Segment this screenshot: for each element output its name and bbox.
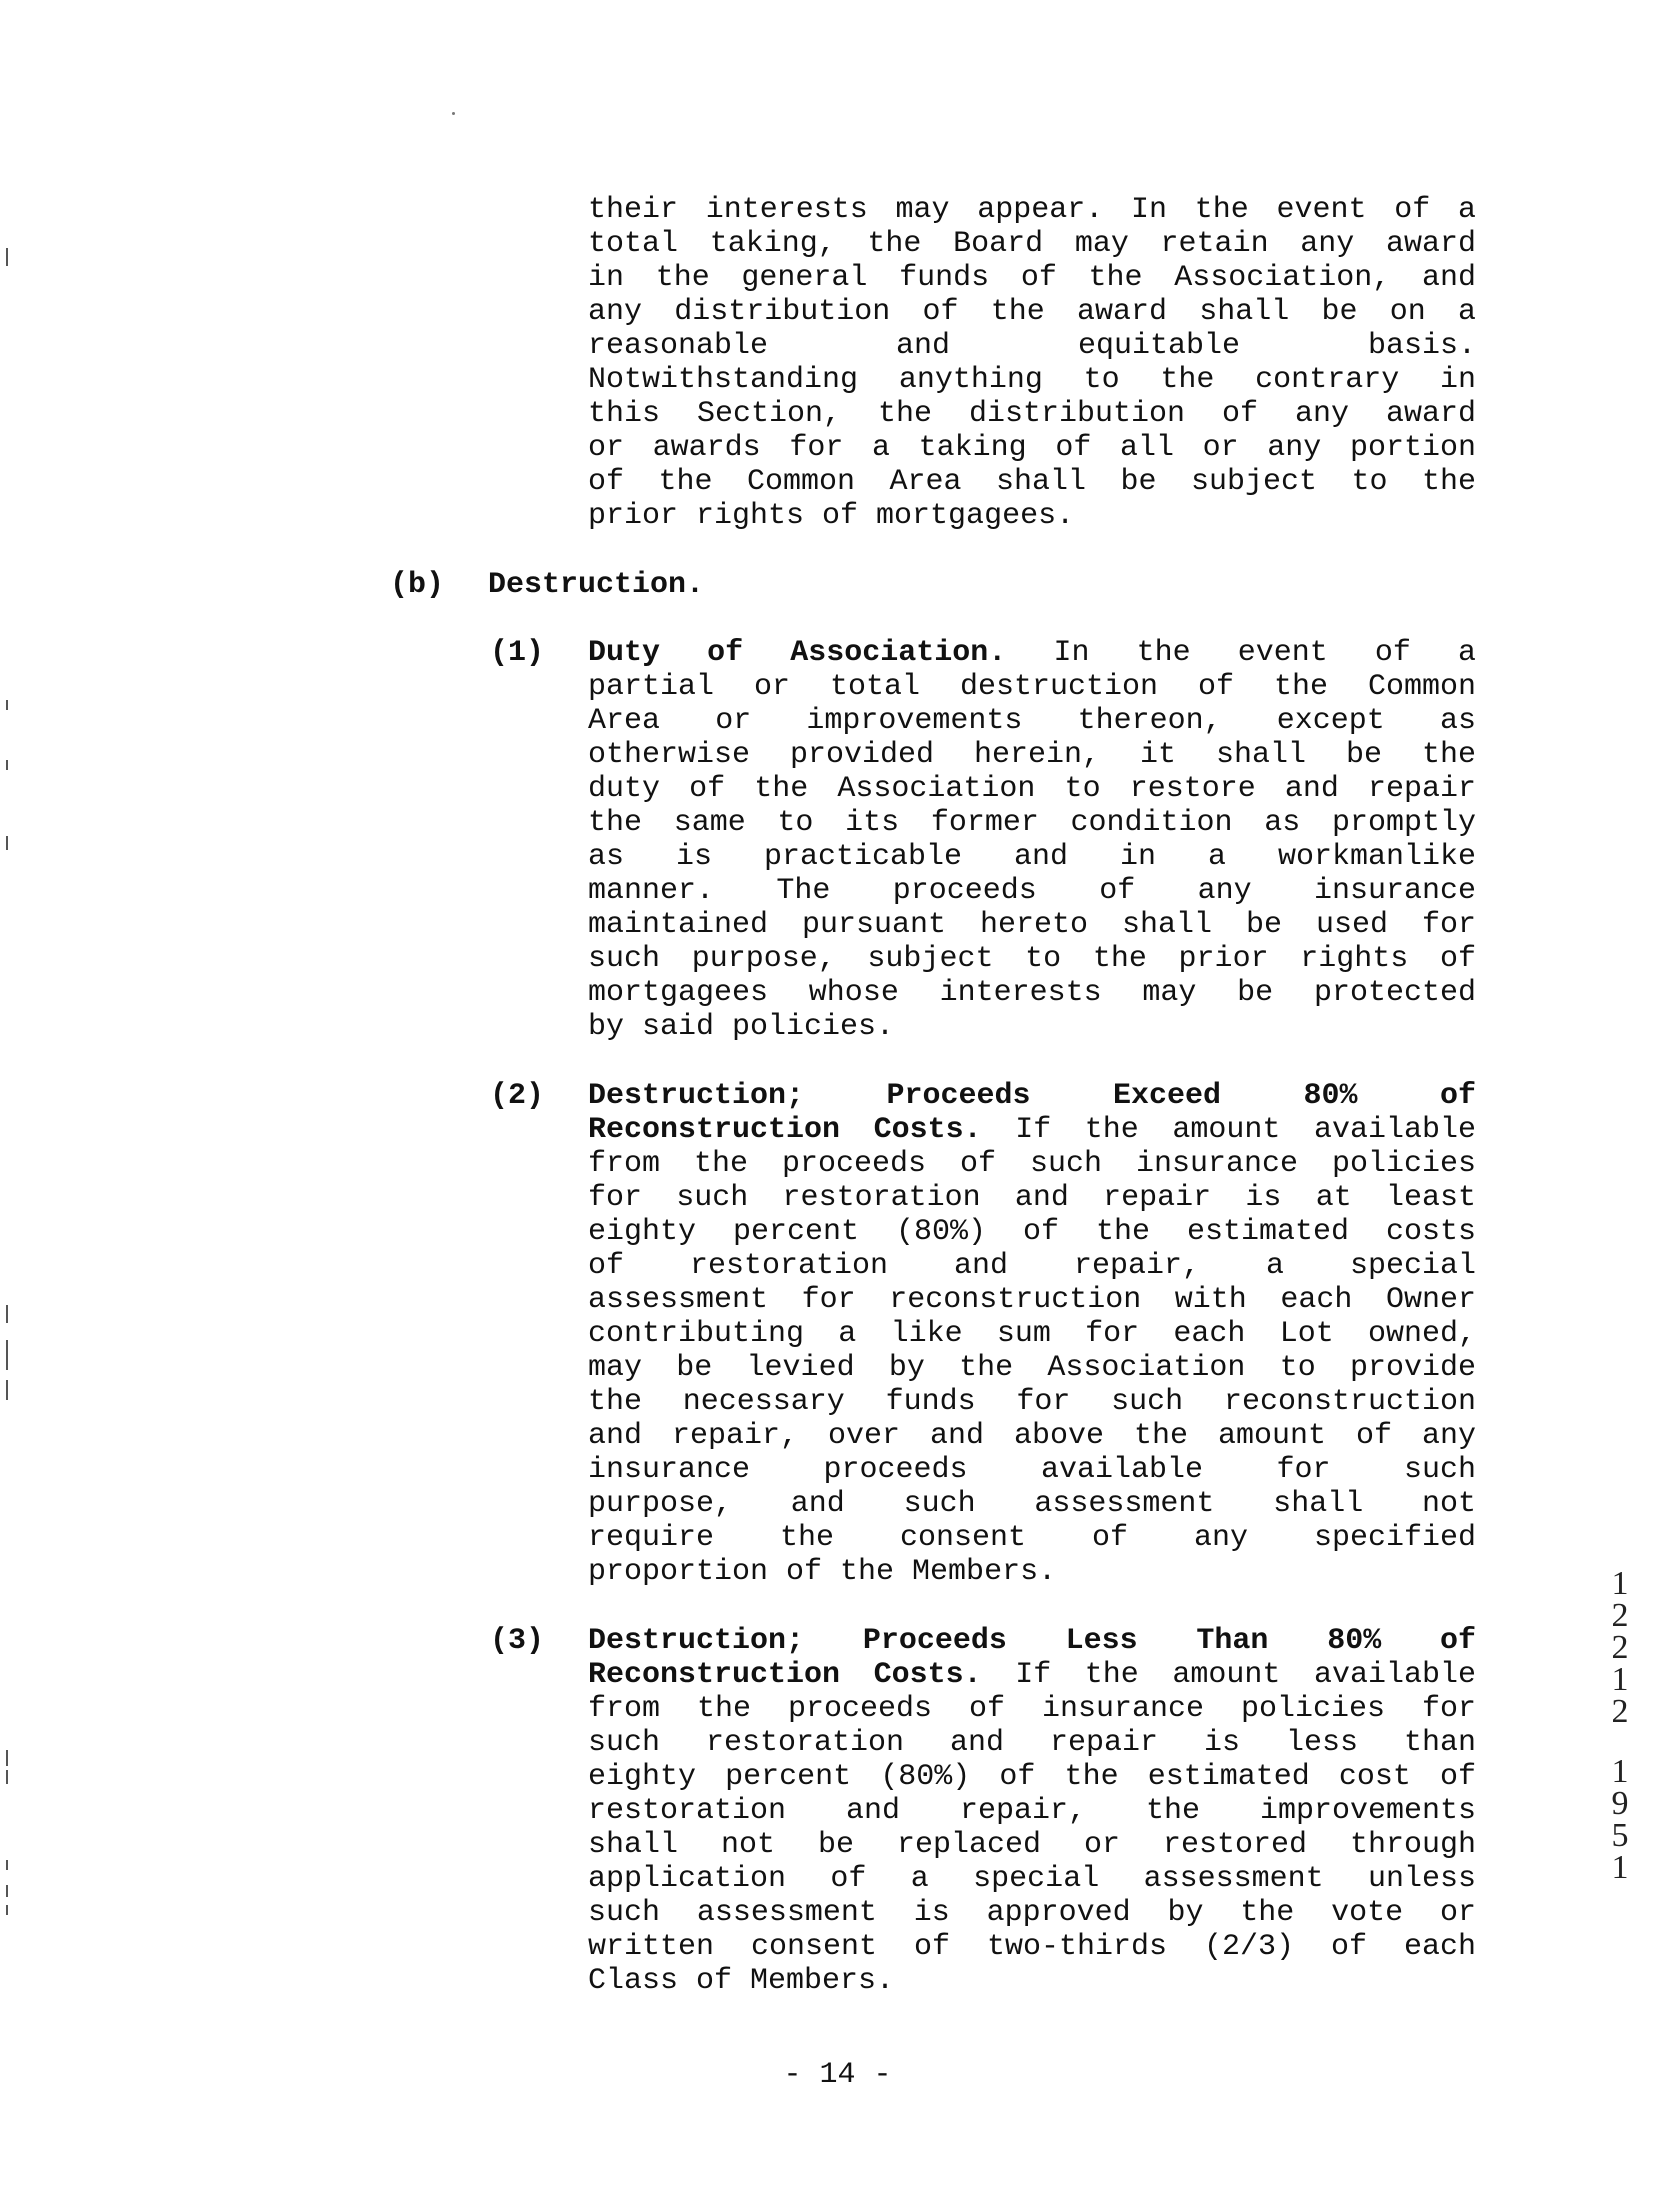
item-2-line: insurance proceeds available for such: [588, 1453, 1476, 1487]
item-3-line: Class of Members.: [588, 1964, 895, 1998]
item-1-line: such purpose, subject to the prior rights of: [588, 942, 1476, 976]
intro-line: Notwithstanding anything to the contrary in: [588, 363, 1476, 397]
item-1-line: by said policies.: [588, 1010, 895, 1044]
intro-line: their interests may appear. In the event of a: [588, 193, 1476, 227]
item-2-line: may be levied by the Association to provide: [588, 1351, 1476, 1385]
item-3-line: such restoration and repair is less than: [588, 1726, 1476, 1760]
item-2-line: of restoration and repair, a special: [588, 1249, 1476, 1283]
stamp-digit: 1: [1611, 1753, 1629, 1790]
item-2-second-line-text: If the amount available: [1015, 1113, 1476, 1147]
intro-line: in the general funds of the Association, and: [588, 261, 1476, 295]
intro-line: of the Common Area shall be subject to the: [588, 465, 1476, 499]
page-number: - 14 -: [783, 2058, 892, 2092]
intro-paragraph: [588, 193, 1476, 533]
stamp-digit: 1: [1611, 1661, 1629, 1698]
item-2-line: purpose, and such assessment shall not: [588, 1487, 1476, 1521]
intro-line: this Section, the distribution of any award: [588, 397, 1476, 431]
scan-artifact: [6, 1340, 8, 1370]
item-1-line: otherwise provided herein, it shall be the: [588, 738, 1476, 772]
item-1-line: the same to its former condition as promptly: [588, 806, 1476, 840]
item-3-line: application of a special assessment unless: [588, 1862, 1476, 1896]
item-1-line: mortgagees whose interests may be protected: [588, 976, 1476, 1010]
stamp-gap: [1600, 1728, 1640, 1756]
scan-artifact: [6, 760, 8, 770]
scan-artifact: [6, 700, 8, 710]
item-1-line: manner. The proceeds of any insurance: [588, 874, 1476, 908]
intro-line: or awards for a taking of all or any portion: [588, 431, 1476, 465]
scan-artifact: [6, 1770, 8, 1784]
item-3-second-line-text: If the amount available: [1015, 1658, 1476, 1692]
item-3-line: written consent of two-thirds (2/3) of each: [588, 1930, 1476, 1964]
item-1-label: (1): [490, 636, 545, 670]
item-3-heading-line-1: [588, 1624, 1476, 1658]
item-2-line: from the proceeds of such insurance policies: [588, 1147, 1476, 1181]
item-2-heading-part-1: Destruction; Proceeds Exceed 80% of: [588, 1079, 1476, 1113]
intro-line: prior rights of mortgagees.: [588, 499, 1075, 533]
item-1-line: maintained pursuant hereto shall be used for: [588, 908, 1476, 942]
item-1-line: Area or improvements thereon, except as: [588, 704, 1476, 738]
section-b-label: (b): [390, 568, 445, 602]
intro-line: reasonable and equitable basis.: [588, 329, 1476, 363]
recording-stamp: [1600, 1565, 1640, 1886]
scan-artifact: [6, 1860, 8, 1870]
stamp-digit: 2: [1611, 1693, 1629, 1730]
item-2-line: for such restoration and repair is at least: [588, 1181, 1476, 1215]
item-3-heading-line-2: [588, 1658, 1476, 1692]
item-2-heading-line-2: [588, 1113, 1476, 1147]
intro-line: total taking, the Board may retain any award: [588, 227, 1476, 261]
scan-artifact-dot: [452, 112, 455, 115]
item-1-first-line-text: In the event of a: [1053, 636, 1476, 670]
item-3-heading-part-2: Reconstruction Costs.: [588, 1658, 982, 1692]
scan-artifact: [6, 1380, 8, 1400]
item-2-line: contributing a like sum for each Lot owned,: [588, 1317, 1476, 1351]
stamp-digit: 2: [1611, 1629, 1629, 1666]
item-2-line: assessment for reconstruction with each Owner: [588, 1283, 1476, 1317]
item-3-line: such assessment is approved by the vote or: [588, 1896, 1476, 1930]
item-1-line: as is practicable and in a workmanlike: [588, 840, 1476, 874]
item-1-paragraph: [588, 636, 1476, 1044]
item-1-line: duty of the Association to restore and repair: [588, 772, 1476, 806]
item-2-heading-line-1: [588, 1079, 1476, 1113]
item-2-line: require the consent of any specified: [588, 1521, 1476, 1555]
item-1-line: partial or total destruction of the Common: [588, 670, 1476, 704]
section-b-heading: Destruction.: [488, 568, 705, 602]
item-3-line: restoration and repair, the improvements: [588, 1794, 1476, 1828]
item-3-line: shall not be replaced or restored through: [588, 1828, 1476, 1862]
item-2-paragraph: [588, 1079, 1476, 1589]
item-2-line: eighty percent (80%) of the estimated costs: [588, 1215, 1476, 1249]
item-3-line: eighty percent (80%) of the estimated cost of: [588, 1760, 1476, 1794]
scan-artifact: [6, 248, 8, 266]
stamp-digit: 1: [1611, 1565, 1629, 1602]
item-3-label: (3): [490, 1624, 545, 1658]
stamp-digit: 1: [1611, 1849, 1629, 1886]
scan-artifact: [6, 1305, 8, 1323]
item-2-heading-part-2: Reconstruction Costs.: [588, 1113, 982, 1147]
item-3-heading-part-1: Destruction; Proceeds Less Than 80% of: [588, 1624, 1476, 1658]
scan-artifact: [6, 1750, 8, 1766]
item-1-heading: Duty of Association.: [588, 636, 1007, 670]
scan-artifact: [6, 836, 8, 850]
item-2-label: (2): [490, 1079, 545, 1113]
item-2-line: proportion of the Members.: [588, 1555, 1057, 1589]
item-3-line: from the proceeds of insurance policies for: [588, 1692, 1476, 1726]
stamp-digit: 2: [1611, 1597, 1629, 1634]
item-3-paragraph: [588, 1624, 1476, 1998]
scan-artifact: [6, 1885, 8, 1897]
item-1-first-line: [588, 636, 1476, 670]
stamp-digit: 5: [1611, 1817, 1629, 1854]
scan-artifact: [6, 1905, 8, 1915]
item-2-line: the necessary funds for such reconstruction: [588, 1385, 1476, 1419]
item-2-line: and repair, over and above the amount of any: [588, 1419, 1476, 1453]
stamp-digit: 9: [1611, 1785, 1629, 1822]
intro-line: any distribution of the award shall be on a: [588, 295, 1476, 329]
